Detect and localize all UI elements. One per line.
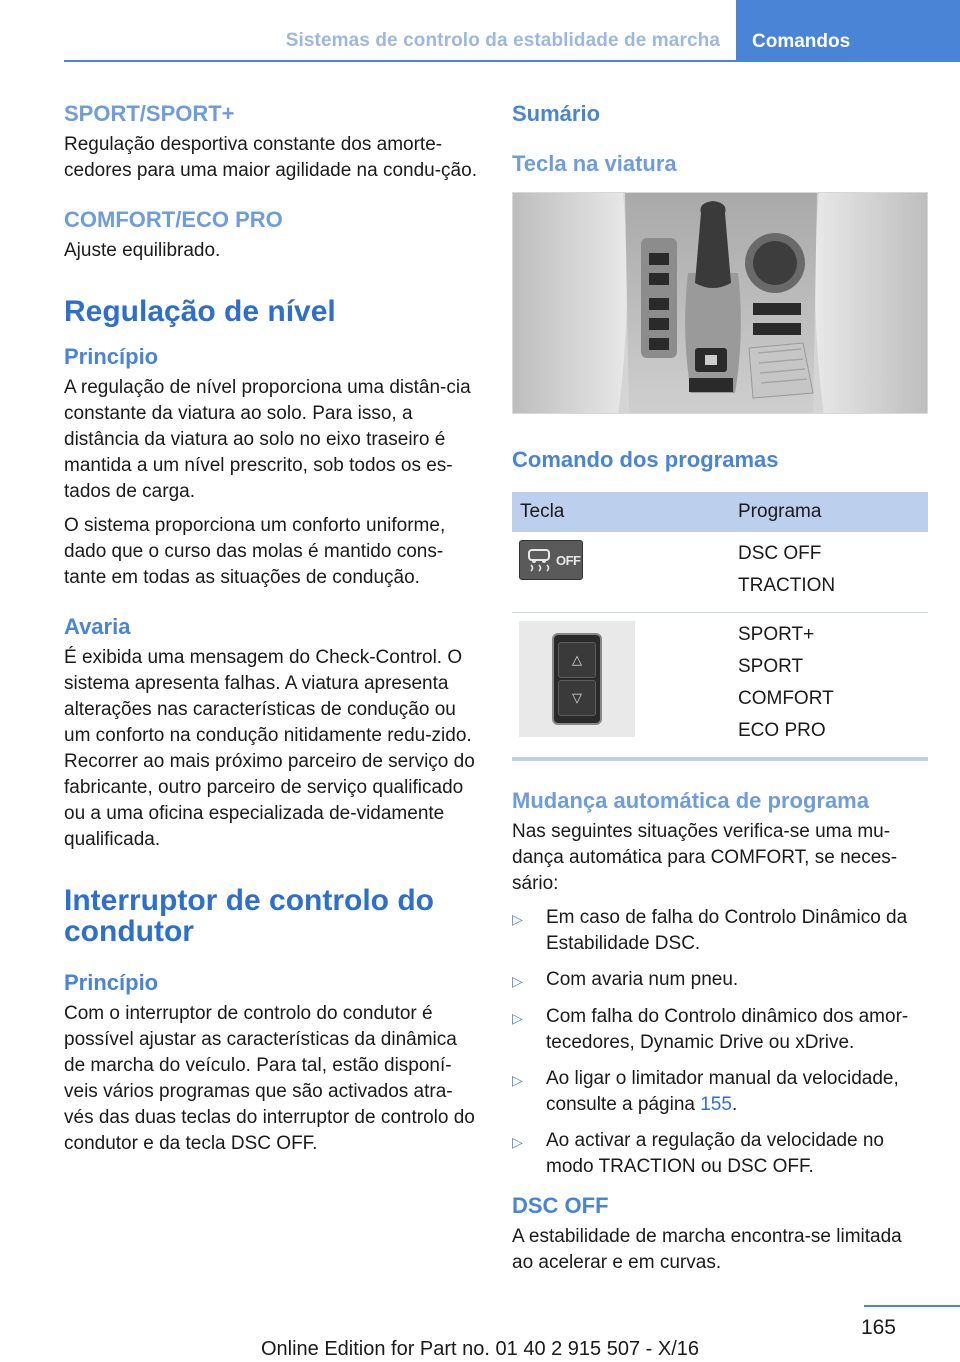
level-principle-p1: A regulação de nível proporciona uma distân-cia constante da viatura ao solo. Para isso, a distância da viatura ao solo no eixo traseiro é mantida a um nível prescrito, sob todos os es-tados de carga. [64,377,471,502]
header-bar [64,0,736,62]
list-item: ▷ Em caso de falha do Controlo Dinâmico da Estabilidade DSC. [512,905,928,957]
right-column [512,100,928,1276]
program-comfort: COMFORT [738,688,834,709]
table-cell-programs [730,613,834,757]
fault-heading: Avaria [64,614,131,639]
program-sport: SPORT [738,656,804,677]
list-item: ▷ Com falha do Controlo dinâmico dos amor-tecedores, Dynamic Drive ou xDrive. [512,1004,928,1056]
program-traction: TRACTION [738,575,836,596]
sport-text: Regulação desportiva constante dos amorte-cedores para uma maior agilidade na condu-ção. [64,134,477,181]
comfort-heading: COMFORT/ECO PRO [64,207,283,232]
switch-principle-heading: Princípio [64,970,159,995]
level-title: Regulação de nível [64,295,336,328]
table-row [512,613,928,757]
program-eco-pro: ECO PRO [738,720,826,741]
triangle-bullet-icon: ▷ [512,911,523,927]
center-console-photo [512,192,928,414]
list-item: ▷ Com avaria num pneu. [512,967,928,994]
key-heading: Tecla na viatura [512,151,677,176]
auto-text: Nas seguintes situações verifica-se uma mu-dança automática para COMFORT, se neces-sário: [512,821,898,894]
page-number: 165 [860,1316,896,1339]
driving-experience-switch-icon [519,621,635,737]
dsc-off-button-icon [519,540,583,580]
triangle-bullet-icon: ▷ [512,1134,523,1150]
arrow-up-icon: △ [558,642,596,678]
skid-car-icon [526,548,552,572]
page-number-rule [864,1305,960,1307]
table-header-key: Tecla [520,501,565,522]
page-155-link[interactable]: 155 [700,1094,732,1115]
sport-heading: SPORT/SPORT+ [64,101,235,126]
fault-text: É exibida uma mensagem do Check-Control. O sistema apresenta falhas. A viatura apresenta alterações nas características de condução ou um conforto na condução nitidamente redu-zido. Recorrer ao mais próximo parceiro de serviço do fabricante, outro parceiro de serviço qualificado ou a uma oficina especializada de-vidamente qualificada. [64,647,475,850]
table-cell-programs [730,532,835,612]
dsc-text: A estabilidade de marcha encontra-se limitada ao acelerar e em curvas. [512,1226,902,1273]
programs-table [512,492,928,761]
comfort-text: Ajuste equilibrado. [64,240,221,261]
programs-heading: Comando dos programas [512,447,779,472]
header-section-title: Sistemas de controlo da establidade de marcha [285,30,720,51]
left-column [64,100,482,1157]
dsc-heading: DSC OFF [512,1193,609,1218]
table-cell-key [512,613,730,757]
table-row [512,532,928,613]
footer-edition: Online Edition for Part no. 01 40 2 915 507 - X/16 [260,1338,700,1360]
switch-principle-text: Com o interruptor de controlo do condutor é possível ajustar as características da dinâmica de marcha do veículo. Para tal, estão disponí-veis vários programas que são activados atra-vés das duas teclas do interruptor de controlo do condutor e da tecla DSC OFF. [64,1003,475,1154]
program-dsc-off: DSC OFF [738,543,822,564]
summary-heading: Sumário [512,101,601,126]
program-sport-plus: SPORT+ [738,624,815,645]
arrow-down-icon: ▽ [558,680,596,716]
dsc-off-label: OFF [556,552,581,568]
list-item: ▷ Ao ligar o limitador manual da velocidade, consulte a página 155. [512,1066,928,1118]
triangle-bullet-icon: ▷ [512,973,523,989]
header-chapter-tab: Comandos [736,0,960,62]
level-principle-heading: Princípio [64,344,159,369]
switch-title: Interruptor de controlo do condutor [64,884,434,948]
table-header-program: Programa [738,501,822,522]
triangle-bullet-icon: ▷ [512,1072,523,1088]
auto-conditions-list [512,905,928,1180]
auto-heading: Mudança automática de programa [512,788,869,813]
center-console-illustration [513,193,928,414]
list-item: ▷ Ao activar a regulação da velocidade no modo TRACTION ou DSC OFF. [512,1128,928,1180]
table-cell-key [512,532,730,612]
level-principle-p2: O sistema proporciona um conforto uniforme, dado que o curso das molas é mantido cons-tante em todas as situações de condução. [64,515,446,588]
table-header [512,492,928,532]
rocker-switch [552,633,602,725]
triangle-bullet-icon: ▷ [512,1010,523,1026]
